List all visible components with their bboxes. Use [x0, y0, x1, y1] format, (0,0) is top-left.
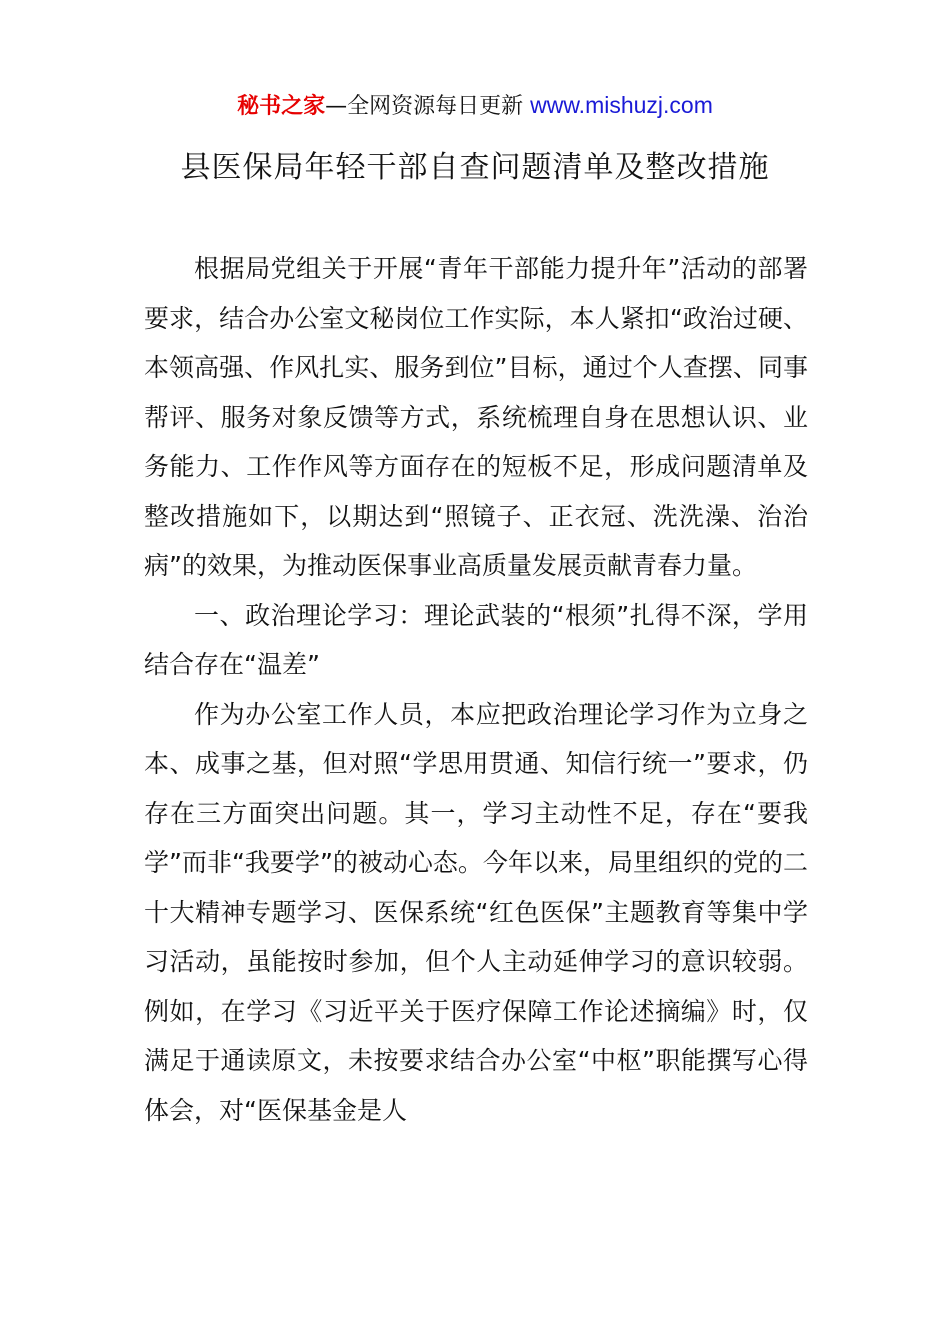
paragraph-intro: 根据局党组关于开展“青年干部能力提升年”活动的部署要求，结合办公室文秘岗位工作实际，本人紧扣“政治过硬、本领高强、作风扎实、服务到位”目标，通过个人查摆、同事帮评、服务对象反馈等方式，系统梳理自身在思想认识、业务能力、工作作风等方面存在的短板不足，形成问题清单及整改措施如下，以期达到“照镜子、正衣冠、洗洗澡、治治病”的效果，为推动医保事业高质量发展贡献青春力量。 — [144, 254, 808, 580]
section-heading-1: 一、政治理论学习：理论武装的“根须”扎得不深，学用结合存在“温差” — [144, 600, 808, 679]
site-name: 秘书之家 — [237, 94, 326, 119]
document-title: 县医保局年轻干部自查问题清单及整改措施 — [180, 150, 770, 185]
document-body — [144, 244, 808, 1135]
site-url-link[interactable]: www.mishuzj.com — [530, 92, 713, 118]
site-header-banner — [0, 88, 950, 124]
paragraph-section-1: 作为办公室工作人员，本应把政治理论学习作为立身之本、成事之基，但对照“学思用贯通、知信行统一”要求，仍存在三方面突出问题。其一，学习主动性不足，存在“要我学”而非“我要学”的被动心态。今年以来，局里组织的党的二十大精神专题学习、医保系统“红色医保”主题教育等集中学习活动，虽能按时参加，但个人主动延伸学习的意识较弱。例如，在学习《习近平关于医疗保障工作论述摘编》时，仅满足于通读原文，未按要求结合办公室“中枢”职能撰写心得体会，对“医保基金是人 — [144, 699, 808, 1125]
site-tagline: —全网资源每日更新 — [325, 94, 531, 119]
